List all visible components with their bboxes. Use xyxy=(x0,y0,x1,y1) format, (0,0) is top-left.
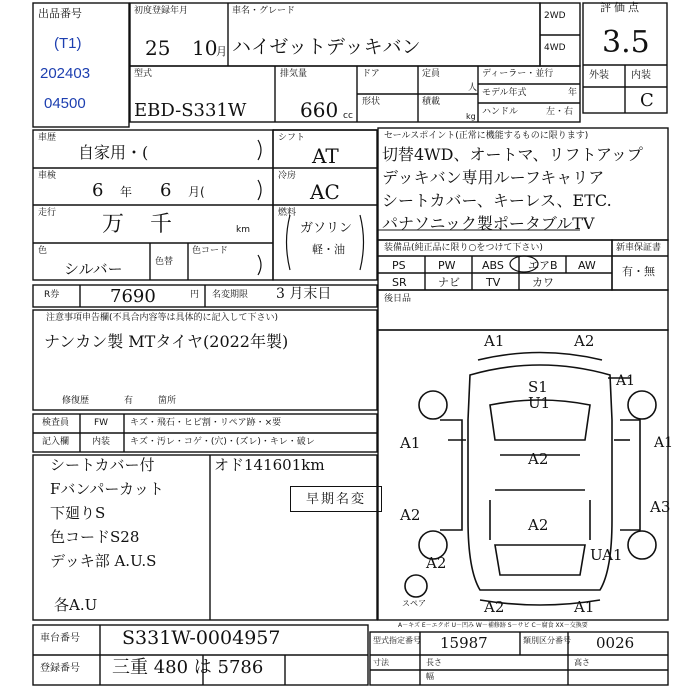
model-year-unit: 年 xyxy=(568,88,578,98)
mark-left-a1: A1 xyxy=(400,434,421,452)
warranty-value: 有・無 xyxy=(622,265,655,278)
shape-label: 形状 xyxy=(362,97,381,107)
repair-place: 箇所 xyxy=(158,396,177,406)
remark-5: デッキ部 A.U.S xyxy=(50,552,157,570)
history-label: 車歴 xyxy=(38,133,57,143)
sales-line-1: 切替4WD、オートマ、リフトアップ xyxy=(382,145,643,164)
mark-front-a1: A1 xyxy=(484,332,505,350)
shift-value: AT xyxy=(312,144,339,168)
color-code-label: 色コード xyxy=(192,246,229,256)
color-value: シルバー xyxy=(64,260,123,278)
reg-number-label: 登録番号 xyxy=(40,663,80,674)
mileage-unit: km xyxy=(236,225,250,235)
equip-ps: PS xyxy=(392,259,406,272)
remark-3: 下廻りS xyxy=(50,504,106,522)
int-label: 内装 xyxy=(631,70,651,81)
chassis-label: 車台番号 xyxy=(40,633,80,644)
reg-year: 25 xyxy=(145,36,171,60)
ac-value: AC xyxy=(310,180,340,204)
sales-title: セールスポイント(正常に機能するものに限ります) xyxy=(384,131,589,141)
fuel-diesel: 軽・油 xyxy=(312,243,345,256)
int-grade: C xyxy=(640,90,654,111)
displacement-value: 660 xyxy=(300,98,339,122)
model-year-label: モデル年式 xyxy=(482,88,527,98)
equip-leather: カワ xyxy=(532,276,554,289)
category-value: 0026 xyxy=(596,634,635,652)
reg-month: 10 xyxy=(192,36,218,60)
equip-abs: ABS xyxy=(482,259,504,272)
load-unit: kg xyxy=(466,112,476,121)
repair-label: 修復歴 xyxy=(62,396,90,406)
mark-right-a3: A3 xyxy=(650,498,671,516)
mileage-label: 走行 xyxy=(38,208,57,218)
recycle-value: 7690 xyxy=(110,286,156,307)
history-value: 自家用・( xyxy=(78,143,149,162)
drive-4wd: 4WD xyxy=(544,43,566,53)
designation-value: 15987 xyxy=(440,634,488,652)
displacement-unit: cc xyxy=(343,111,353,121)
door-label: ドア xyxy=(362,69,380,79)
type-value: EBD-S331W xyxy=(134,100,247,121)
inspector-label: 検査員 xyxy=(42,418,70,428)
remark-1: シートカバー付 xyxy=(50,456,155,474)
mark-deck-a2: A2 xyxy=(528,516,549,534)
mark-cab-s1: S1 xyxy=(528,378,548,396)
recycle-unit: 円 xyxy=(190,290,200,300)
height-label: 高さ xyxy=(574,658,590,667)
inspector-row-1: キズ・飛石・ヒビ割・リペア跡・×要 xyxy=(130,418,282,428)
capacity-label: 定員 xyxy=(422,69,441,79)
color-label: 色 xyxy=(38,246,48,256)
remark-2: Fバンパーカット xyxy=(50,480,164,498)
length-label: 長さ xyxy=(426,658,442,667)
odometer: オド141601km xyxy=(214,456,325,474)
dealer-label: ディーラー・並行 xyxy=(482,69,554,79)
recycle-label: R券 xyxy=(44,290,60,300)
drive-2wd: 2WD xyxy=(544,11,566,21)
inspector-row-2: キズ・汚レ・コゲ・(穴)・(ズレ)・キレ・破レ xyxy=(130,437,315,447)
model-grade-label: 車名・グレード xyxy=(232,6,296,16)
capacity-unit: 人 xyxy=(468,83,478,93)
spare-label: スペア xyxy=(402,599,426,608)
insp-month-unit: 月( xyxy=(188,185,205,199)
mark-right-a1: A1 xyxy=(654,435,674,451)
notes-title: 注意事項申告欄(不具合内容等は具体的に記入して下さい) xyxy=(46,313,279,323)
insp-month: 6 xyxy=(160,180,172,201)
warranty-label: 新車保証書 xyxy=(616,243,662,253)
shift-label: シフト xyxy=(278,133,306,143)
diagram-legend: A－キズ E－エクボ U－凹み W－補修跡 S－サビ C－腐食 XX－交換要 xyxy=(398,622,588,629)
remark-4: 色コードS28 xyxy=(50,528,140,546)
score-label: 評価点 xyxy=(600,1,642,14)
displacement-label: 排気量 xyxy=(280,69,308,79)
name-change-value: 3 月末日 xyxy=(276,286,332,302)
lot-date: 202403 xyxy=(40,65,91,82)
interior-label: 内装 xyxy=(92,437,111,447)
equip-pw: PW xyxy=(438,259,456,272)
mark-cab-u1: U1 xyxy=(528,394,551,412)
fuel-gas: ガソリン xyxy=(300,221,353,236)
sales-line-3: シートカバー、キーレス、ETC. xyxy=(382,191,612,210)
handle-label: ハンドル xyxy=(482,107,519,117)
mileage-man: 万 xyxy=(102,212,125,237)
category-label: 類別区分番号 xyxy=(523,636,571,645)
mark-front-a2: A2 xyxy=(574,332,595,350)
fuel-label: 燃料 xyxy=(278,208,297,218)
score-value: 3.5 xyxy=(602,25,650,60)
mark-center-a2: A2 xyxy=(528,450,549,468)
lot-label: 出品番号 xyxy=(38,7,82,20)
sales-line-4: パナソニック製ポータブルTV xyxy=(382,214,595,233)
model-name: ハイゼットデッキバン xyxy=(232,36,421,58)
writer-label: 記入欄 xyxy=(42,437,70,447)
equip-airbag: エアB xyxy=(528,259,558,272)
equipment-title: 装備品(純正品に限り○をつけて下さい) xyxy=(384,243,543,253)
color-change-label: 色替 xyxy=(155,257,174,267)
mileage-sen: 千 xyxy=(150,212,173,237)
mark-rear-a2: A2 xyxy=(484,598,505,616)
size-label: 寸法 xyxy=(373,658,389,667)
ext-label: 外装 xyxy=(589,70,609,81)
equip-aw: AW xyxy=(578,259,596,272)
inspection-label: 車検 xyxy=(38,171,57,181)
insp-year-unit: 年 xyxy=(120,185,133,199)
equip-sr: SR xyxy=(392,276,407,289)
insp-year: 6 xyxy=(92,180,104,201)
equip-tv: TV xyxy=(486,276,501,289)
remark-6: 各A.U xyxy=(54,596,98,614)
handle-value: 左・右 xyxy=(546,107,574,117)
later-label: 後日品 xyxy=(384,294,412,304)
type-label: 型式 xyxy=(134,69,153,79)
notes-text: ナンカン製 MTタイヤ(2022年製) xyxy=(44,332,289,351)
first-reg-label: 初度登録年月 xyxy=(134,6,189,16)
load-label: 積載 xyxy=(422,97,441,107)
chassis-value: S331W-0004957 xyxy=(122,627,281,649)
mark-rear-a1: A1 xyxy=(574,598,595,616)
repair-value: 有 xyxy=(124,396,134,406)
designation-label: 型式指定番号 xyxy=(373,636,421,645)
mark-right-ua1: UA1 xyxy=(590,546,623,564)
equip-navi: ナビ xyxy=(438,276,460,289)
fw-label: FW xyxy=(94,418,109,428)
ac-label: 冷房 xyxy=(278,171,297,181)
width-label: 幅 xyxy=(426,672,434,681)
reg-month-unit: 月 xyxy=(216,45,227,58)
mark-right-a1-top: A1 xyxy=(616,373,636,389)
early-transfer-stamp: 早期名変 xyxy=(290,486,382,512)
reg-number-value: 三重 480 は 5786 xyxy=(112,657,264,678)
sales-line-2: デッキバン専用ルーフキャリア xyxy=(382,168,605,187)
lot-code: (T1) xyxy=(54,35,82,52)
lot-number: 04500 xyxy=(44,95,86,112)
mark-spare-a2: A2 xyxy=(426,554,447,572)
name-change-label: 名変期限 xyxy=(212,290,249,300)
mark-left-a2: A2 xyxy=(400,506,421,524)
